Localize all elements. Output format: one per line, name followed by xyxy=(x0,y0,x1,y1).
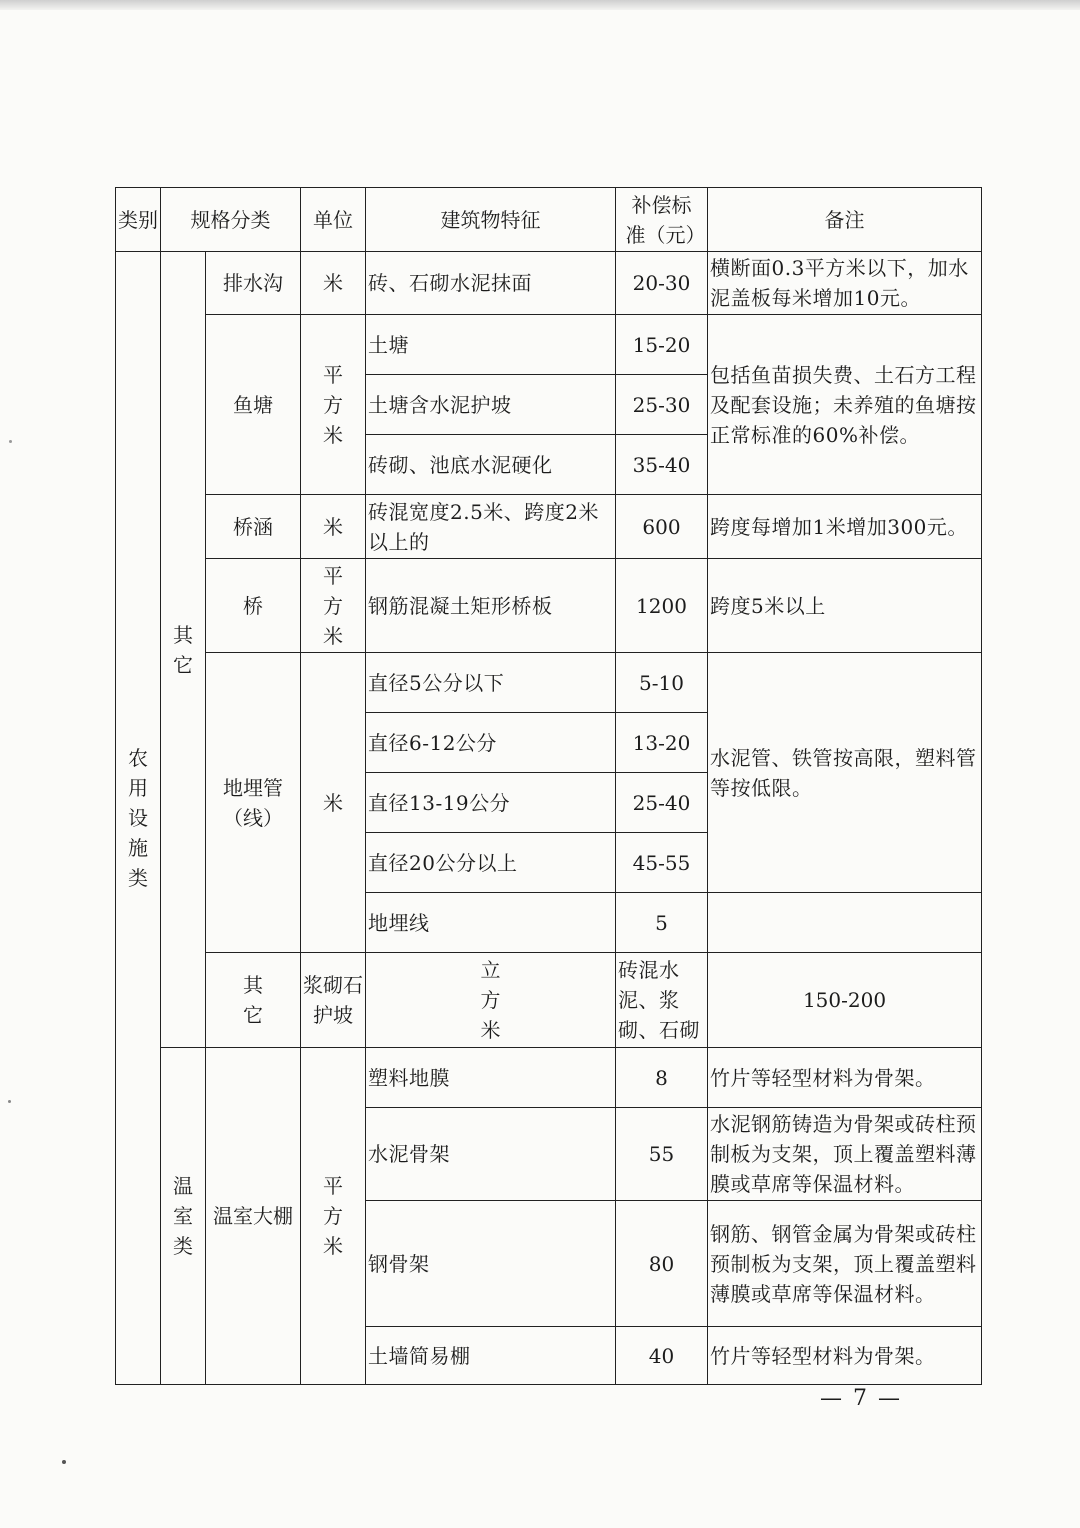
header-standard xyxy=(616,188,708,252)
note-pipe: 水泥管、铁管按高限，塑料管等按低限。 xyxy=(708,653,982,893)
price-greenhouse-4: 40 xyxy=(616,1327,708,1385)
unit-drain: 米 xyxy=(301,252,366,315)
spec-drain: 排水沟 xyxy=(206,252,301,315)
table-header-row xyxy=(116,188,982,252)
page-number: — 7 — xyxy=(820,1386,902,1411)
unit-slope-text: 立方米 xyxy=(480,958,501,1042)
note-bridge: 跨度5米以上 xyxy=(708,559,982,653)
price-pipe-3: 25-40 xyxy=(616,773,708,833)
scan-edge xyxy=(0,0,1080,10)
subgroup-greenhouse xyxy=(161,1048,206,1385)
table-row xyxy=(116,252,982,315)
price-pipe-1: 5-10 xyxy=(616,653,708,713)
subgroup-other-b xyxy=(206,953,301,1048)
unit-slope xyxy=(366,953,616,1048)
spec-pipe xyxy=(206,653,301,953)
header-standard-text: 补偿标准（元） xyxy=(625,192,706,247)
feature-greenhouse-4: 土墙简易棚 xyxy=(366,1327,616,1385)
price-pond-1: 15-20 xyxy=(616,315,708,375)
feature-drain: 砖、石砌水泥抹面 xyxy=(366,252,616,315)
subgroup-other-a xyxy=(161,252,206,1048)
compensation-table xyxy=(115,187,982,1385)
price-greenhouse-3: 80 xyxy=(616,1201,708,1327)
table-row xyxy=(116,315,982,375)
feature-slope: 砖混水泥、浆砌、石砌 xyxy=(616,953,708,1048)
price-drain: 20-30 xyxy=(616,252,708,315)
category-text: 农用设施类 xyxy=(128,746,148,890)
note-culvert: 跨度每增加1米增加300元。 xyxy=(708,495,982,559)
scan-speck xyxy=(62,1460,66,1464)
unit-greenhouse-text: 平方米 xyxy=(323,1174,343,1258)
price-greenhouse-1: 8 xyxy=(616,1048,708,1108)
note-greenhouse-1: 竹片等轻型材料为骨架。 xyxy=(708,1048,982,1108)
spec-pond: 鱼塘 xyxy=(206,315,301,495)
feature-pipe-1: 直径5公分以下 xyxy=(366,653,616,713)
table-row xyxy=(116,1048,982,1108)
unit-pond xyxy=(301,315,366,495)
unit-greenhouse xyxy=(301,1048,366,1385)
note-greenhouse-2: 水泥钢筋铸造为骨架或砖柱预制板为支架，顶上覆盖塑料薄膜或草席等保温材料。 xyxy=(708,1108,982,1201)
note-greenhouse-3: 钢筋、钢管金属为骨架或砖柱预制板为支架，顶上覆盖塑料薄膜或草席等保温材料。 xyxy=(708,1201,982,1327)
price-pond-2: 25-30 xyxy=(616,375,708,435)
price-pipe-2: 13-20 xyxy=(616,713,708,773)
subgroup-greenhouse-text: 温室类 xyxy=(173,1174,193,1258)
note-greenhouse-4: 竹片等轻型材料为骨架。 xyxy=(708,1327,982,1385)
table-row xyxy=(116,953,982,1048)
note-drain: 横断面0.3平方米以下，加水泥盖板每米增加10元。 xyxy=(708,252,982,315)
unit-pond-text: 平方米 xyxy=(323,362,343,447)
feature-pipe-3: 直径13-19公分 xyxy=(366,773,616,833)
unit-bridge-text: 平方米 xyxy=(323,563,343,648)
category-cell xyxy=(116,252,161,1385)
feature-pipe-4: 直径20公分以上 xyxy=(366,833,616,893)
note-pond: 包括鱼苗损失费、土石方工程及配套设施；未养殖的鱼塘按正常标准的60%补偿。 xyxy=(708,315,982,495)
price-slope: 150-200 xyxy=(708,953,982,1048)
price-pipe-4: 45-55 xyxy=(616,833,708,893)
feature-greenhouse-2: 水泥骨架 xyxy=(366,1108,616,1201)
spec-slope-text: 浆砌石护坡 xyxy=(303,973,363,1027)
price-pond-3: 35-40 xyxy=(616,435,708,495)
scan-speck xyxy=(9,440,12,443)
price-greenhouse-2: 55 xyxy=(616,1108,708,1201)
spec-slope xyxy=(301,953,366,1048)
spec-culvert: 桥涵 xyxy=(206,495,301,559)
unit-pipe: 米 xyxy=(301,653,366,953)
subgroup-other-a-text: 其它 xyxy=(173,622,193,677)
header-notes: 备注 xyxy=(708,188,982,252)
note-pipe-5-empty xyxy=(708,893,982,953)
table-row xyxy=(116,559,982,653)
price-pipe-5: 5 xyxy=(616,893,708,953)
spec-pipe-text: 地埋管（线） xyxy=(223,775,283,830)
feature-greenhouse-1: 塑料地膜 xyxy=(366,1048,616,1108)
subgroup-other-b-text: 其它 xyxy=(243,973,263,1027)
table-row xyxy=(116,653,982,713)
feature-pond-1: 土塘 xyxy=(366,315,616,375)
feature-pond-2: 土塘含水泥护坡 xyxy=(366,375,616,435)
feature-pipe-2: 直径6-12公分 xyxy=(366,713,616,773)
scan-speck xyxy=(8,1100,11,1103)
spec-bridge: 桥 xyxy=(206,559,301,653)
header-category: 类别 xyxy=(116,188,161,252)
feature-bridge: 钢筋混凝土矩形桥板 xyxy=(366,559,616,653)
price-bridge: 1200 xyxy=(616,559,708,653)
header-spec-class: 规格分类 xyxy=(161,188,301,252)
price-culvert: 600 xyxy=(616,495,708,559)
header-unit: 单位 xyxy=(301,188,366,252)
feature-greenhouse-3: 钢骨架 xyxy=(366,1201,616,1327)
header-features: 建筑物特征 xyxy=(366,188,616,252)
unit-bridge xyxy=(301,559,366,653)
unit-culvert: 米 xyxy=(301,495,366,559)
feature-pipe-5: 地埋线 xyxy=(366,893,616,953)
feature-culvert: 砖混宽度2.5米、跨度2米以上的 xyxy=(366,495,616,559)
spec-greenhouse: 温室大棚 xyxy=(206,1048,301,1385)
table-row xyxy=(116,495,982,559)
feature-pond-3: 砖砌、池底水泥硬化 xyxy=(366,435,616,495)
